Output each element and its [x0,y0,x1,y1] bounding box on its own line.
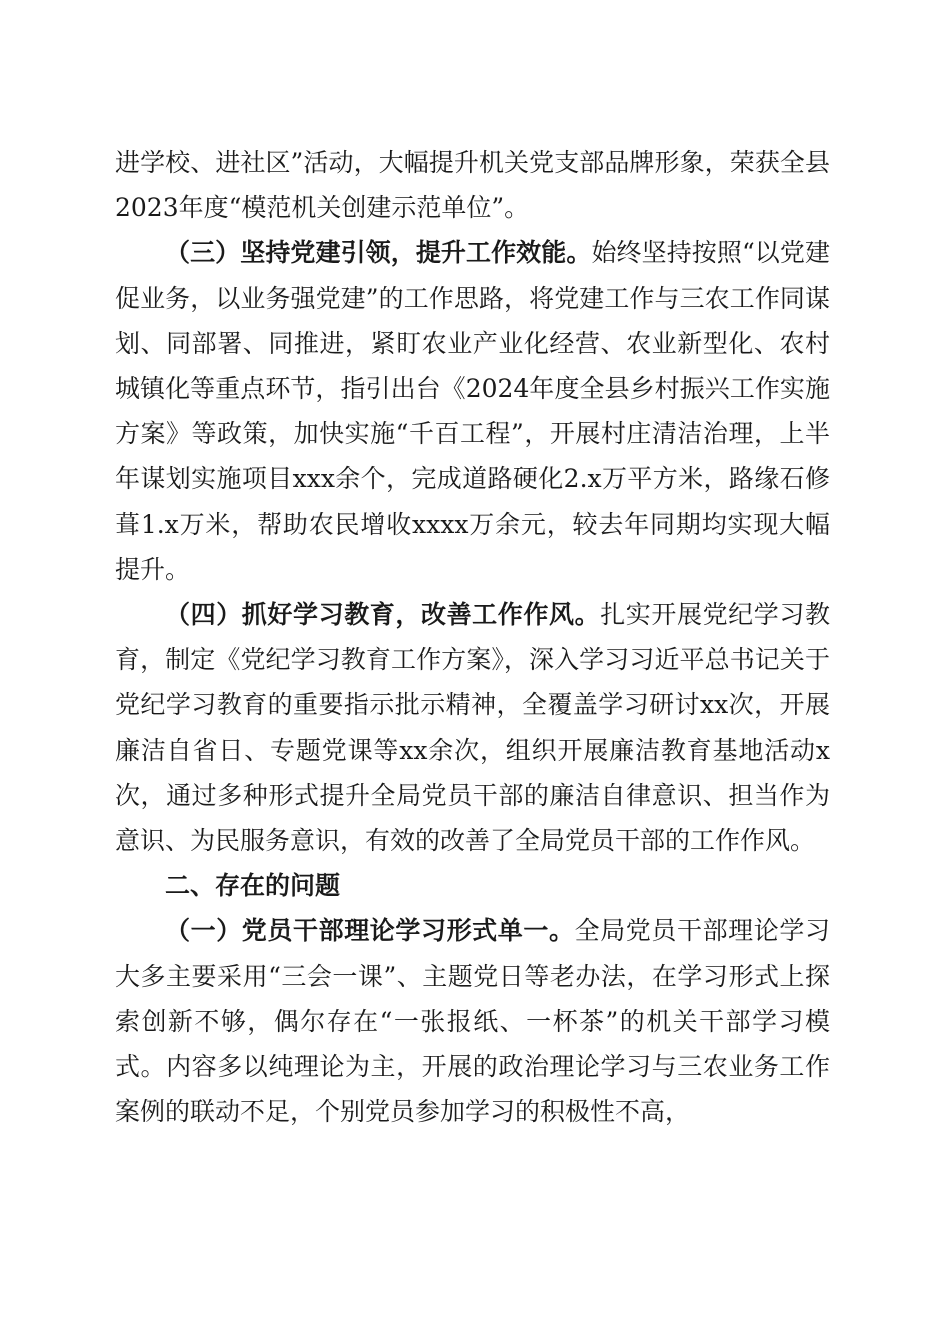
paragraph-lead: （四）抓好学习教育，改善工作作风。 [165,600,601,630]
paragraph-text: 进学校、进社区”活动，大幅提升机关党支部品牌形象，荣获全县2023年度“模范机关创建示范单位”。 [115,148,830,223]
document-body [115,140,830,1134]
paragraph-text: 始终坚持按照“以党建促业务，以业务强党建”的工作思路，将党建工作与三农工作同谋划、同部署、同推进，紧盯农业产业化经营、农业新型化、农村城镇化等重点环节，指引出台《2024年度全县乡村振兴工作实施方案》等政策，加快实施“千百工程”，开展村庄清洁治理，上半年谋划实施项目xxx余个，完成道路硬化2.x万平方米，路缘石修葺1.x万米，帮助农民增收xxxx万余元，较去年同期均实现大幅提升。 [115,238,830,584]
paragraph-text: 全局党员干部理论学习大多主要采用“三会一课”、主题党日等老办法，在学习形式上探索创新不够，偶尔存在“一张报纸、一杯茶”的机关干部学习模式。内容多以纯理论为主，开展的政治理论学习与三农业务工作案例的联动不足，个别党员参加学习的积极性不高， [115,916,830,1127]
paragraph-problem-one [115,908,830,1134]
paragraph-study-education [115,592,830,863]
paragraph-lead: （三）坚持党建引领，提升工作效能。 [165,238,592,268]
paragraph-text: 扎实开展党纪学习教育，制定《党纪学习教育工作方案》，深入学习习近平总书记关于党纪学习教育的重要指示批示精神，全覆盖学习研讨xx次，开展廉洁自省日、专题党课等xx余次，组织开展廉洁教育基地活动x次，通过多种形式提升全局党员干部的廉洁自律意识、担当作为意识、为民服务意识，有效的改善了全局党员干部的工作作风。 [115,600,830,856]
paragraph-lead: （一）党员干部理论学习形式单一。 [165,916,575,946]
section-heading: 二、存在的问题 [165,871,341,901]
paragraph-continuation [115,140,830,230]
paragraph-party-leadership [115,230,830,592]
